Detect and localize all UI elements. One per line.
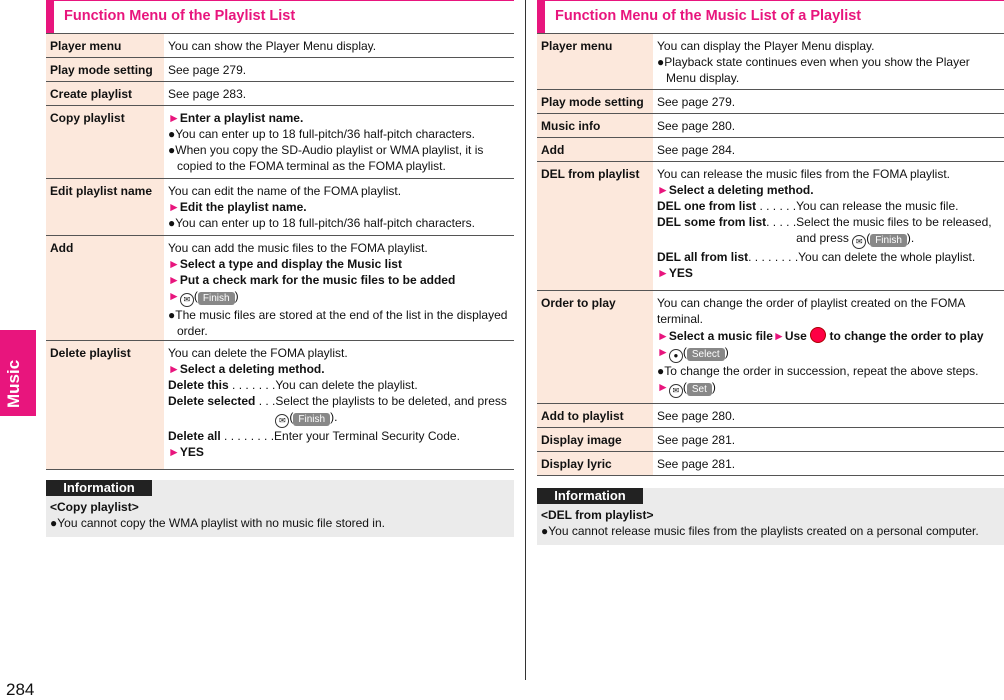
left-section-title: Function Menu of the Playlist List — [64, 8, 296, 24]
row-value: ►Enter a playlist name. ●You can enter up to 18 full-pitch/36 half-pitch characters. ●When you copy the SD-Audio playlist or WMA playlist, it is copied to the FOMA terminal as the FOMA playlist. — [168, 111, 484, 173]
step-text: Edit the playlist name. — [179, 200, 307, 214]
left-section-header — [46, 0, 514, 33]
row-value: You can edit the name of the FOMA playlist. ►Edit the playlist name. ●You can enter up to 18 full-pitch/36 half-pitch characters. — [164, 179, 514, 235]
row-value: See page 280. — [657, 119, 736, 133]
row-value: You can delete the FOMA playlist. ►Select a deleting method. Delete this . . . . . . . You can delete the playlist. Delete selected . . . Select the playlists to be deleted, and press ✉ ( Finish ). Delete all . . . . . . . . Enter your Terminal Security Code. ►YES — [164, 341, 514, 469]
row-value: See page 279. — [168, 63, 247, 77]
option-dots: . . . . . — [766, 215, 797, 229]
info-label: Information — [46, 480, 152, 496]
step-text: Select a music file — [668, 329, 773, 343]
row-line: You can release the music files from the FOMA playlist. — [657, 167, 951, 181]
row-key: Delete playlist — [46, 341, 164, 469]
finish-softkey: Finish — [870, 234, 907, 247]
row-key: Add — [46, 236, 164, 340]
navigation-key-icon — [810, 327, 826, 343]
step-text: Select a deleting method. — [179, 362, 325, 376]
table-row — [46, 81, 514, 105]
right-section-header — [537, 0, 1004, 33]
table-row — [537, 427, 1004, 451]
table-row — [46, 57, 514, 81]
table-row — [537, 161, 1004, 290]
step-text: Put a check mark for the music files to be added — [179, 273, 456, 287]
option-dots: . . . . . . . — [228, 378, 276, 392]
right-section-title: Function Menu of the Music List of a Playlist — [555, 8, 862, 24]
row-key: Music info — [537, 114, 653, 137]
row-value: See page 281. — [657, 457, 736, 471]
info-bullet: You cannot release music files from the playlists created on a personal computer. — [548, 524, 979, 538]
row-line: You can add the music files to the FOMA playlist. — [168, 241, 428, 255]
page-number: 284 — [6, 680, 35, 699]
option-key: DEL one from list — [657, 199, 757, 213]
info-label: Information — [537, 488, 643, 504]
option-desc: You can delete the whole playlist. — [798, 250, 976, 264]
step-text: to change the order to play — [829, 329, 984, 343]
row-value: See page 280. — [657, 409, 736, 423]
row-line: You can display the Player Menu display. — [657, 39, 875, 53]
mail-key-icon: ✉ — [180, 293, 194, 307]
row-value: You can release the music files from the FOMA playlist. ►Select a deleting method. DEL one from list . . . . . . You can release the music file. DEL some from list. . . . . Select the music files to be released, and press ✉ ( Finish ). DEL all from list. . . . . . . . You can delete the whole playlist. ►YES — [653, 162, 1004, 290]
table-row — [537, 113, 1004, 137]
column-divider — [525, 0, 526, 680]
row-key: Display lyric — [537, 452, 653, 475]
step-text: Use — [784, 329, 807, 343]
option-dots: . . . . . . . . — [220, 429, 275, 443]
row-line: You can delete the FOMA playlist. — [168, 346, 348, 360]
row-key: Add to playlist — [537, 404, 653, 427]
row-value: You can change the order of playlist created on the FOMA terminal. ►Select a music file►Use to change the order to play ► ● ( Select ) ●To change the order in succession, repeat the above steps. ► ✉ ( Set ) — [653, 291, 1004, 403]
bullet-text: You can enter up to 18 full-pitch/36 half-pitch characters. — [175, 127, 475, 141]
mail-key-icon: ✉ — [669, 384, 683, 398]
table-row — [537, 89, 1004, 113]
row-line: You can change the order of playlist created on the FOMA terminal. — [657, 296, 965, 326]
row-value: See page 279. — [657, 95, 736, 109]
table-row — [46, 105, 514, 178]
select-softkey: Select — [687, 348, 725, 361]
bullet-text: The music files are stored at the end of the list in the displayed order. — [175, 308, 508, 338]
row-key: DEL from playlist — [537, 162, 653, 290]
row-key: Display image — [537, 428, 653, 451]
row-key: Create playlist — [46, 82, 164, 105]
info-box: Information <Copy playlist> ●You cannot copy the WMA playlist with no music file stored in. — [46, 480, 514, 537]
row-value: See page 283. — [168, 87, 247, 101]
row-value: See page 284. — [657, 143, 736, 157]
row-value: You can add the music files to the FOMA playlist. ►Select a type and display the Music list ►Put a check mark for the music files to be added ► ✉ ( Finish ) ●The music files are stored at the end of the list in the displayed order. — [164, 236, 514, 340]
table-row — [46, 235, 514, 340]
row-key: Edit playlist name — [46, 179, 164, 235]
side-tab — [0, 330, 36, 416]
table-row — [46, 178, 514, 235]
row-key: Add — [537, 138, 653, 161]
finish-softkey: Finish — [198, 292, 235, 305]
row-line: You can edit the name of the FOMA playlist. — [168, 184, 402, 198]
bullet-text: Playback state continues even when you show the Player Menu display. — [664, 55, 970, 85]
option-key: Delete selected — [168, 394, 256, 408]
info-title: <Copy playlist> — [50, 500, 139, 514]
table-row — [537, 290, 1004, 403]
row-value: See page 281. — [657, 433, 736, 447]
option-dots: . . . — [255, 394, 276, 408]
option-desc: You can delete the playlist. — [275, 378, 418, 392]
row-key: Order to play — [537, 291, 653, 403]
bullet-text: When you copy the SD-Audio playlist or WMA playlist, it is copied to the FOMA terminal as the FOMA playlist. — [175, 143, 484, 173]
row-key: Play mode setting — [46, 58, 164, 81]
table-row — [46, 33, 514, 57]
option-desc: Select the playlists to be deleted, and press — [275, 394, 507, 408]
side-tab-label: Music — [4, 359, 23, 408]
option-dots: . . . . . . — [756, 199, 797, 213]
option-key: DEL some from list — [657, 215, 767, 229]
table-row — [537, 403, 1004, 427]
step-text: YES — [179, 445, 204, 459]
step-text: Select a type and display the Music list — [179, 257, 402, 271]
row-key: Copy playlist — [46, 106, 164, 178]
option-desc: Enter your Terminal Security Code. — [274, 429, 460, 443]
finish-softkey: Finish — [293, 413, 330, 426]
row-key: Player menu — [46, 34, 164, 57]
info-bullet: You cannot copy the WMA playlist with no music file stored in. — [57, 516, 385, 530]
option-desc: You can release the music file. — [796, 199, 959, 213]
center-key-icon: ● — [669, 349, 683, 363]
mail-key-icon: ✉ — [275, 414, 289, 428]
option-key: Delete all — [168, 429, 221, 443]
option-desc: Select the music files to be released, and press — [796, 215, 992, 245]
option-dots: . . . . . . . . — [748, 250, 799, 264]
info-title: <DEL from playlist> — [541, 508, 654, 522]
table-row — [537, 33, 1004, 89]
info-box: Information <DEL from playlist> ●You cannot release music files from the playlists created on a personal computer. — [537, 488, 1004, 545]
set-softkey: Set — [687, 383, 712, 396]
left-column — [46, 0, 514, 537]
step-text: Select a deleting method. — [668, 183, 814, 197]
row-value: You can show the Player Menu display. — [168, 39, 377, 53]
row-key: Player menu — [537, 34, 653, 89]
right-column — [537, 0, 1004, 545]
table-row — [46, 340, 514, 470]
step-text: YES — [668, 266, 693, 280]
bullet-text: To change the order in succession, repeat the above steps. — [664, 364, 979, 378]
bullet-text: You can enter up to 18 full-pitch/36 half-pitch characters. — [175, 216, 475, 230]
row-value: You can display the Player Menu display. ●Playback state continues even when you show the Player Menu display. — [653, 34, 1004, 89]
step-text: Enter a playlist name. — [179, 111, 304, 125]
mail-key-icon: ✉ — [852, 235, 866, 249]
option-key: Delete this — [168, 378, 229, 392]
option-key: DEL all from list — [657, 250, 749, 264]
table-row — [537, 137, 1004, 161]
row-key: Play mode setting — [537, 90, 653, 113]
table-row — [537, 451, 1004, 476]
